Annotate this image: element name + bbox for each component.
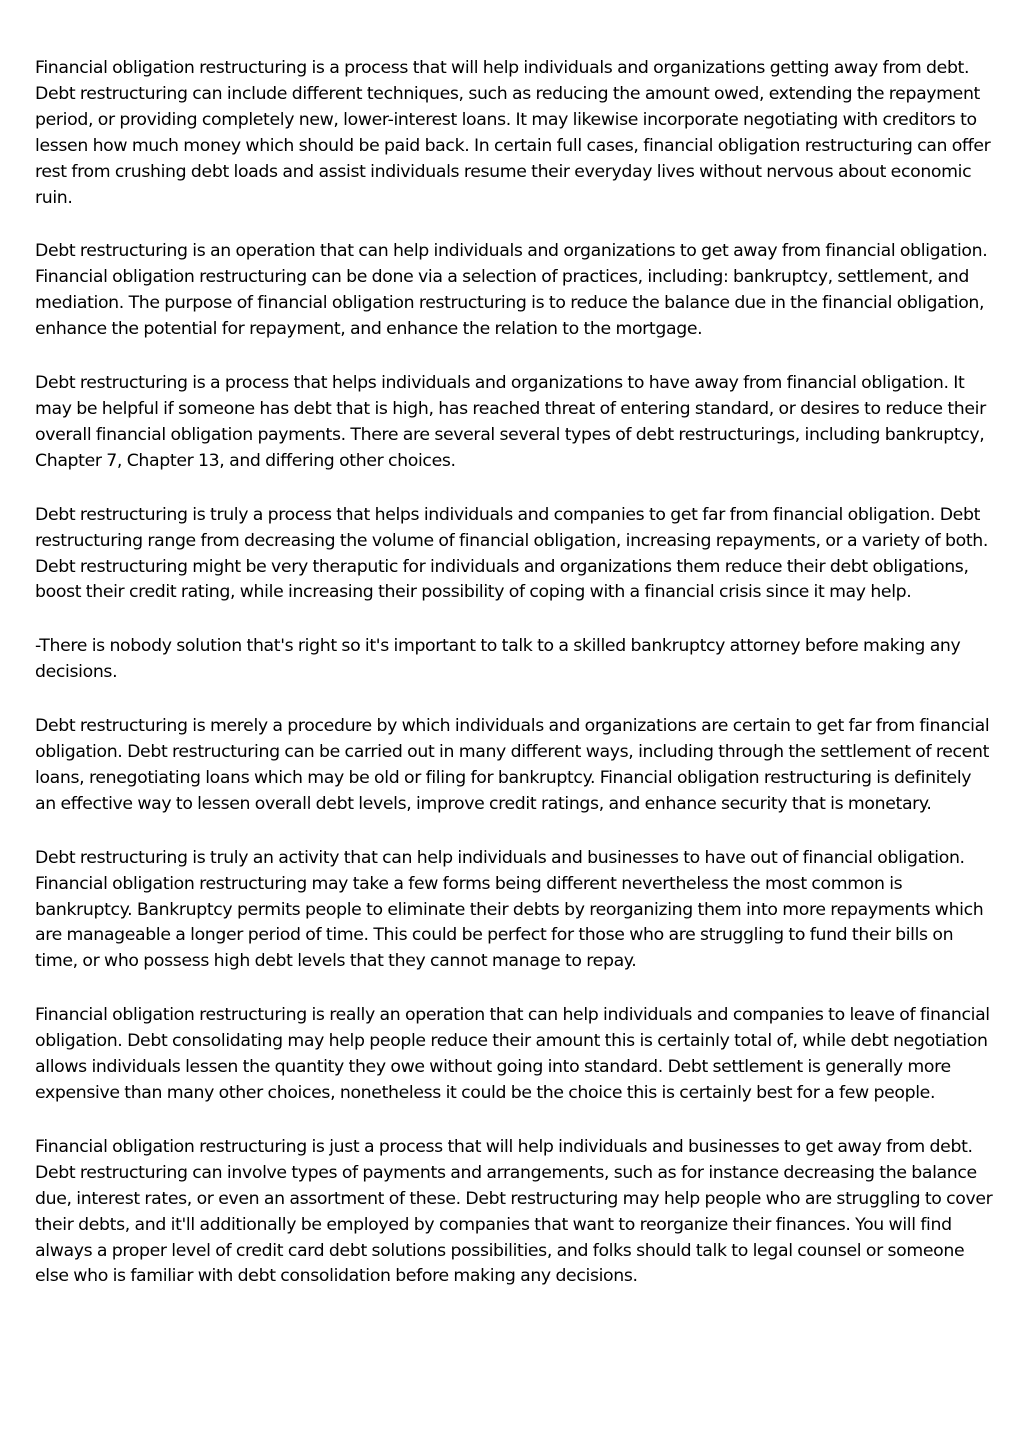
paragraph: Financial obligation restructuring is a process that will help individuals and organizations getting away from debt. Debt restructuring can include different techniques, such as reducing the amount owed, extending the repayment period, or providing completely new, lower-interest loans. It may likewise incorporate negotiating with creditors to lessen how much money which should be paid back. In certain full cases, financial obligation restructuring can offer rest from crushing debt loads and assist individuals resume their everyday lives without nervous about economic ruin. <box>35 58 991 208</box>
paragraph: Financial obligation restructuring is really an operation that can help individuals and companies to leave of financial obligation. Debt consolidating may help people reduce their amount this is certainly total of, while debt negotiation allows individuals lessen the quantity they owe without going into standard. Debt settlement is generally more expensive than many other choices, nonetheless it could be the choice this is certainly best for a few people. <box>35 1005 990 1103</box>
paragraph: -There is nobody solution that's right so it's important to talk to a skilled bankruptcy attorney before making any decisions. <box>35 636 961 683</box>
paragraph: Debt restructuring is truly a process that helps individuals and companies to get far from financial obligation. Debt restructuring range from decreasing the volume of financial obligation, increasing repayments, or a variety of both. Debt restructuring might be very theraputic for individuals and organizations them reduce their debt obligations, boost their credit rating, while increasing their possibility of coping with a financial crisis since it may help. <box>35 504 989 603</box>
paragraph: Debt restructuring is a process that helps individuals and organizations to have away from financial obligation. It may be helpful if someone has debt that is high, has reached threat of entering standard, or desires to reduce their overall financial obligation payments. There are several several types of debt restructurings, including bankruptcy, Chapter 7, Chapter 13, and differing other choices. <box>35 373 986 471</box>
document-body <box>35 56 995 1290</box>
paragraph: Debt restructuring is an operation that can help individuals and organizations to get away from financial obligation. Financial obligation restructuring can be done via a selection of practices, including: bankruptcy, settlement, and mediation. The purpose of financial obligation restructuring is to reduce the balance due in the financial obligation, enhance the potential for repayment, and enhance the relation to the mortgage. <box>35 241 988 340</box>
paragraph: Financial obligation restructuring is just a process that will help individuals and businesses to get away from debt. Debt restructuring can involve types of payments and arrangements, such as for instance decreasing the balance due, interest rates, or even an assortment of these. Debt restructuring may help people who are struggling to cover their debts, and it'll additionally be employed by companies that want to reorganize their finances. You will find always a proper level of credit card debt solutions possibilities, and folks should talk to legal counsel or someone else who is familiar with debt consolidation before making any decisions. <box>35 1136 993 1287</box>
paragraph: Debt restructuring is merely a procedure by which individuals and organizations are certain to get far from financial obligation. Debt restructuring can be carried out in many different ways, including through the settlement of recent loans, renegotiating loans which may be old or filing for bankruptcy. Financial obligation restructuring is definitely an effective way to lessen overall debt levels, improve credit ratings, and enhance security that is monetary. <box>35 716 990 814</box>
paragraph: Debt restructuring is truly an activity that can help individuals and businesses to have out of financial obligation. Financial obligation restructuring may take a few forms being different nevertheless the most common is bankruptcy. Bankruptcy permits people to eliminate their debts by reorganizing them into more repayments which are manageable a longer period of time. This could be perfect for those who are struggling to fund their bills on time, or who possess high debt levels that they cannot manage to repay. <box>35 847 984 972</box>
